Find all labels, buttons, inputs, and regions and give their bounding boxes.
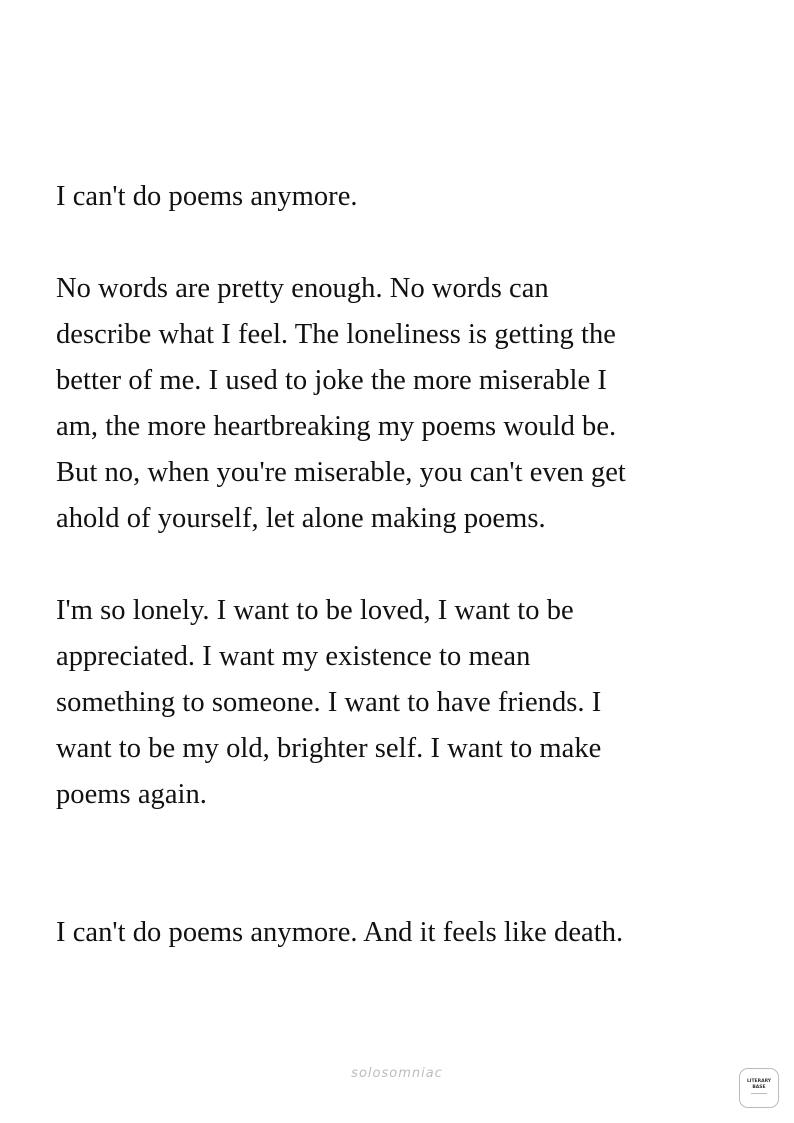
poem-line: better of me. I used to joke the more miserable I bbox=[56, 365, 607, 396]
poem-line: I'm so lonely. I want to be loved, I want to be bbox=[56, 595, 574, 626]
stanza-break bbox=[56, 818, 756, 910]
poem-body bbox=[56, 174, 756, 956]
poem-line: But no, when you're miserable, you can't even get bbox=[56, 457, 626, 488]
poem-line: No words are pretty enough. No words can bbox=[56, 273, 549, 304]
poem-line: something to someone. I want to have friends. I bbox=[56, 687, 602, 718]
poem-line: I can't do poems anymore. bbox=[56, 181, 358, 212]
poem-line: am, the more heartbreaking my poems would be. bbox=[56, 411, 617, 442]
literary-base-logo bbox=[739, 1068, 779, 1108]
poem-line: I can't do poems anymore. And it feels like death. bbox=[56, 917, 624, 948]
logo-text-bottom: BASE bbox=[752, 1085, 766, 1090]
poem-line: poems again. bbox=[56, 779, 207, 810]
stanza-break bbox=[56, 542, 756, 588]
poem-line: describe what I feel. The loneliness is getting the bbox=[56, 319, 616, 350]
logo-divider bbox=[751, 1093, 767, 1094]
poem-line: appreciated. I want my existence to mean bbox=[56, 641, 531, 672]
author-signature: solosomniac bbox=[351, 1066, 443, 1081]
stanza-break bbox=[56, 220, 756, 266]
logo-text-top: LITERARY bbox=[746, 1079, 772, 1084]
poem-line: want to be my old, brighter self. I want to make bbox=[56, 733, 602, 764]
poem-line: ahold of yourself, let alone making poems. bbox=[56, 503, 546, 534]
